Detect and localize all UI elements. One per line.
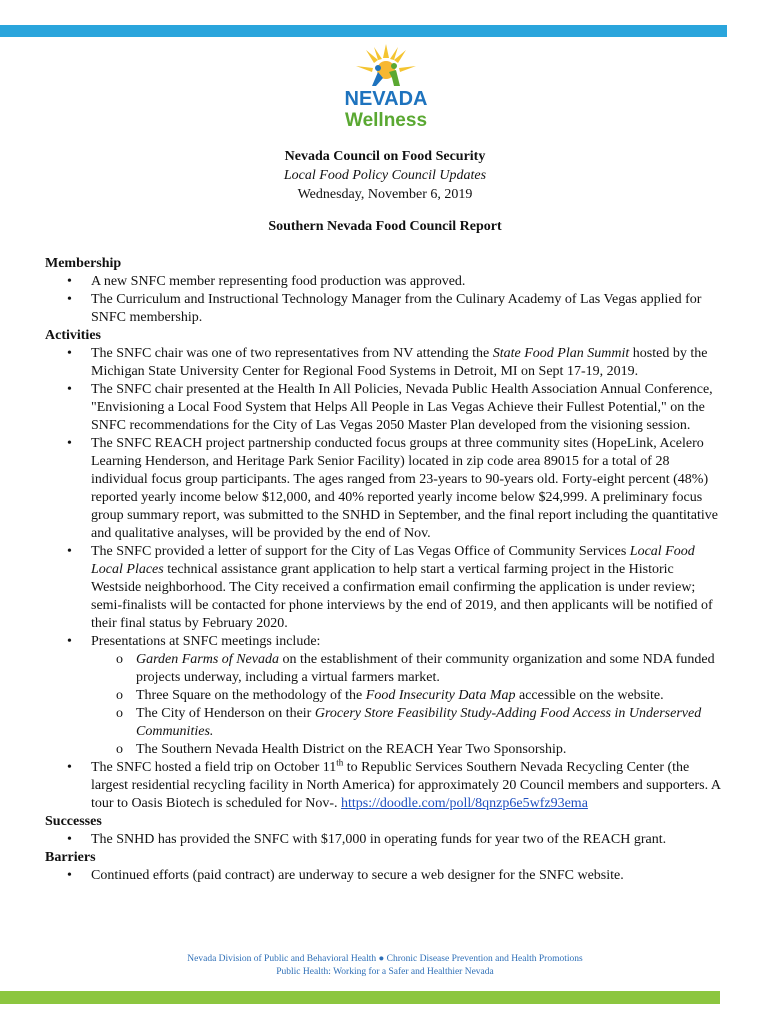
activities-heading: Activities	[45, 328, 101, 343]
page-footer	[0, 953, 770, 979]
activities-list	[45, 345, 725, 813]
top-accent-bar	[0, 25, 727, 37]
sub-list-item: o The Southern Nevada Health District on the REACH Year Two Sponsorship.	[136, 741, 725, 759]
barriers-heading: Barriers	[45, 850, 96, 865]
sub-list-item: o Garden Farms of Nevada on the establishment of their community organization and some NDA funded projects underway, including a virtual farmers market.	[136, 651, 725, 687]
list-item: • The Curriculum and Instructional Technology Manager from the Culinary Academy of Las Vegas applied for SNFC membership.	[91, 291, 725, 327]
doodle-poll-link[interactable]: https://doodle.com/poll/8qnzp6e5wfz93ema	[341, 796, 588, 811]
footer-tagline: Public Health: Working for a Safer and Healthier Nevada	[276, 967, 494, 977]
updates-subtitle: Local Food Policy Council Updates	[283, 168, 487, 183]
list-item: • A new SNFC member representing food production was approved.	[91, 273, 725, 291]
document-header	[0, 147, 770, 204]
bottom-accent-bar	[0, 991, 720, 1004]
membership-list	[45, 273, 725, 327]
sub-list-item: o Three Square on the methodology of the Food Insecurity Data Map accessible on the website.	[136, 687, 725, 705]
footer-division-line: Nevada Division of Public and Behavioral Health ● Chronic Disease Prevention and Health Promotions	[187, 954, 583, 964]
meeting-date: Wednesday, November 6, 2019	[297, 187, 473, 202]
list-item: • The SNHD has provided the SNFC with $17,000 in operating funds for year two of the REACH grant.	[91, 831, 725, 849]
list-item: • The SNFC chair was one of two representatives from NV attending the State Food Plan Summit hosted by the Michigan State University Center for Regional Food Systems in Detroit, MI on Sept 17-19, 2019.	[91, 345, 725, 381]
list-item: • The SNFC hosted a field trip on October 11th to Republic Services Southern Nevada Recycling Center (the largest residential recycling facility in North America) for approximately 20 Council members and supporters. A tour to Oasis Biotech is scheduled for Nov-. https://doodle.com/poll/8qnzp6e5wfz93ema	[91, 759, 725, 813]
presentations-sublist	[91, 651, 725, 759]
list-item: • The SNFC chair presented at the Health In All Policies, Nevada Public Health Association Annual Conference, "Envisioning a Local Food System that Helps All People in Las Vegas Achieve their Fullest Potential," on the SNFC recommendations for the City of Las Vegas 2050 Master Plan developed from the visioning session.	[91, 381, 725, 435]
list-item: • The SNFC REACH project partnership conducted focus groups at three community sites (HopeLink, Acelero Learning Henderson, and Heritage Park Senior Facility) located in zip code area 89015 for a total of 28 individual focus group participants. The ages ranged from 23-years to 90-years old. Forty-eight percent (48%) reported yearly income below $12,000, and 40% reported yearly income below $24,999. A preliminary focus group summary report, was submitted to the SNHD in September, and the final report including the quantitative and qualitative analyses, will be provided by the end of Nov.	[91, 435, 725, 543]
list-item: • Continued efforts (paid contract) are underway to secure a web designer for the SNFC website.	[91, 867, 725, 885]
successes-heading: Successes	[45, 814, 102, 829]
report-body	[45, 255, 725, 885]
successes-list	[45, 831, 725, 849]
logo-nevada-text: NEVADA	[344, 88, 428, 110]
sun-figure-icon	[336, 42, 436, 90]
barriers-list	[45, 867, 725, 885]
council-title: Nevada Council on Food Security	[284, 149, 486, 164]
nevada-wellness-logo	[336, 42, 436, 138]
report-title: Southern Nevada Food Council Report	[268, 219, 502, 234]
membership-heading: Membership	[45, 256, 122, 271]
list-item: • Presentations at SNFC meetings include: o Garden Farms of Nevada on the establishment of their community organization and some NDA funded projects underway, including a virtual farmers market. o Three Square on the methodology of the Food Insecurity Data Map accessible on the website. o The City of Henderson on their Grocery Store Feasibility Study-Adding Food Access in Underserved Communities. o The Southern Nevada Health District on the REACH Year Two Sponsorship.	[91, 633, 725, 759]
logo-wellness-text: Wellness	[344, 110, 428, 131]
list-item: • The SNFC provided a letter of support for the City of Las Vegas Office of Community Services Local Food Local Places technical assistance grant application to help start a vertical farming project in the Historic Westside neighborhood. The City received a confirmation email confirming the application is under review; semi-finalists will be contacted for phone interviews by the end of 2019, and then applicants will be notified of their final status by February 2020.	[91, 543, 725, 633]
sub-list-item: o The City of Henderson on their Grocery Store Feasibility Study-Adding Food Access in Underserved Communities.	[136, 705, 725, 741]
